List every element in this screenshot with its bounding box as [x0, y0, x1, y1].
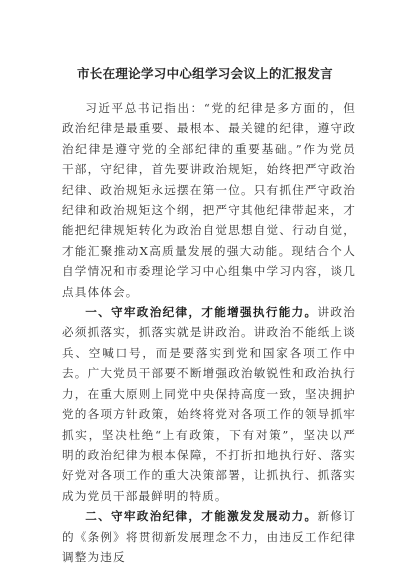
paragraph-text: 新修订的《条例》将贯彻新发展理念不力，由违反工作纪律调整为违反: [62, 509, 357, 564]
document-title: 市长在理论学习中心组学习会议上的汇报发言: [76, 66, 333, 81]
paragraph-intro: [62, 98, 356, 302]
section-heading: 一、守牢政治纪律，才能增强执行能力。: [85, 305, 318, 320]
paragraph-text: 讲政治必须抓落实，抓落实就是讲政治。讲政治不能纸上谈兵、空喊口号，而是要落实到党和国家各项工作中去。广大党员干部要不断增强政治敏锐性和政治执行力，在重大原则上同党中央保持高度一致，坚决拥护党的各项方针政策，始终将党对各项工作的领导抓牢抓实，坚决杜绝“上有政策，下有对策”，坚决以严明的政治纪律为根本保障，不打折扣地执行好、落实好党对各项工作的重大决策部署，让抓执行、抓落实成为党员干部最鲜明的特质。: [62, 305, 357, 503]
paragraph-text: 习近平总书记指出：“党的纪律是多方面的，但政治纪律是最重要、最根本、最关键的纪律，遵守政治纪律是遵守党的全部纪律的重要基础。”作为党员干部，守纪律，首先要讲政治规矩，始终把严守政治纪律、政治规矩永远摆在第一位。只有抓住严守政治纪律和政治规矩这个纲，把严守其他纪律带起来，才能把纪律规矩转化为政治自觉思想自觉、行动自觉，才能汇聚推动X高质量发展的强大动能。现结合个人自学情况和市委理论学习中心组集中学习内容，谈几点具体体会。: [62, 101, 356, 299]
section-heading: 二、守牢政治纪律，才能激发发展动力。: [85, 509, 318, 524]
document-body: [62, 98, 356, 567]
paragraph-section-1: [62, 302, 356, 506]
paragraph-section-2: [62, 506, 356, 567]
